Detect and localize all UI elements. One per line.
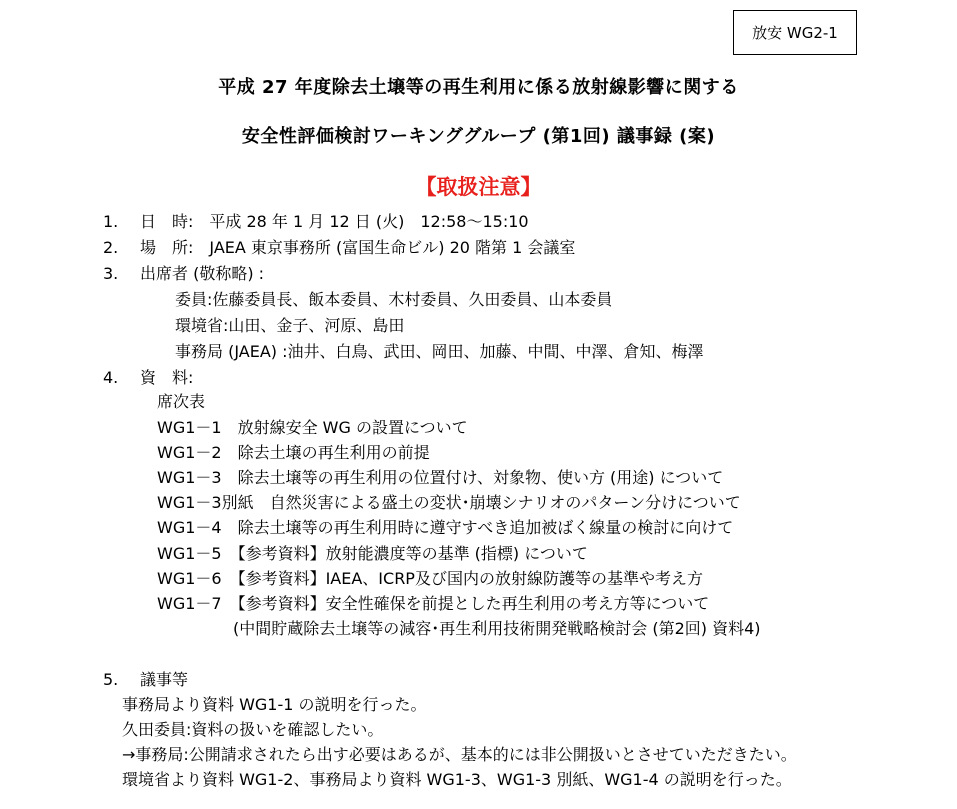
handling-caution-label: 【取扱注意】 [415, 175, 542, 199]
material-item: WG1－7 【参考資料】安全性確保を前提とした再生利用の考え方等について [157, 594, 710, 613]
section-1-number: 1. [103, 212, 119, 231]
attendees-committee: 委員:佐藤委員長、飯本委員、木村委員、久田委員、山本委員 [175, 290, 613, 309]
section-3-attendees-heading: 出席者 (敬称略) : [140, 264, 265, 283]
section-5-proceedings-heading: 議事等 [140, 670, 189, 689]
section-3-number: 3. [103, 264, 119, 283]
document-id-box: 放安 WG2-1 [733, 10, 857, 55]
document-title-line1: 平成 27 年度除去土壌等の再生利用に係る放射線影響に関する [218, 77, 739, 98]
attendees-ministry: 環境省:山田、金子、河原、島田 [175, 316, 405, 335]
material-item: WG1－3 除去土壌等の再生利用の位置付け、対象物、使い方 (用途) について [157, 468, 724, 487]
section-4-number: 4. [103, 368, 119, 387]
material-note: (中間貯蔵除去土壌等の減容･再生利用技術開発戦略検討会 (第2回) 資料4) [233, 619, 761, 638]
proceedings-line: 久田委員:資料の扱いを確認したい。 [122, 720, 384, 739]
proceedings-line: 環境省より資料 WG1-2、事務局より資料 WG1-3、WG1-3 別紙、WG1-4 の説明を行った。 [122, 770, 792, 789]
material-item: WG1－5 【参考資料】放射能濃度等の基準 (指標) について [157, 544, 588, 563]
material-item: WG1－2 除去土壌の再生利用の前提 [157, 443, 430, 462]
material-item: WG1－4 除去土壌等の再生利用時に遵守すべき追加被ばく線量の検討に向けて [157, 518, 734, 537]
attendees-secretariat: 事務局 (JAEA) :油井、白鳥、武田、岡田、加藤、中間、中澤、倉知、梅澤 [175, 342, 704, 361]
section-5-number: 5. [103, 670, 119, 689]
section-4-materials-heading: 資 料: [140, 368, 194, 387]
material-item: WG1－3別紙 自然災害による盛土の変状･崩壊シナリオのパターン分けについて [157, 493, 741, 512]
proceedings-line: 事務局より資料 WG1-1 の説明を行った。 [122, 695, 427, 714]
material-item: WG1－1 放射線安全 WG の設置について [157, 418, 468, 437]
material-seating-chart: 席次表 [157, 392, 206, 411]
section-2-number: 2. [103, 238, 119, 257]
document-title-line2: 安全性評価検討ワーキンググループ (第1回) 議事録 (案) [241, 126, 716, 147]
section-2-location: 場 所: JAEA 東京事務所 (富国生命ビル) 20 階第 1 会議室 [140, 238, 576, 257]
section-1-datetime: 日 時: 平成 28 年 1 月 12 日 (火) 12:58～15:10 [140, 212, 529, 231]
material-item: WG1－6 【参考資料】IAEA、ICRP及び国内の放射線防護等の基準や考え方 [157, 569, 703, 588]
proceedings-line: →事務局:公開請求されたら出す必要はあるが、基本的には非公開扱いとさせていただきたい。 [122, 745, 797, 764]
